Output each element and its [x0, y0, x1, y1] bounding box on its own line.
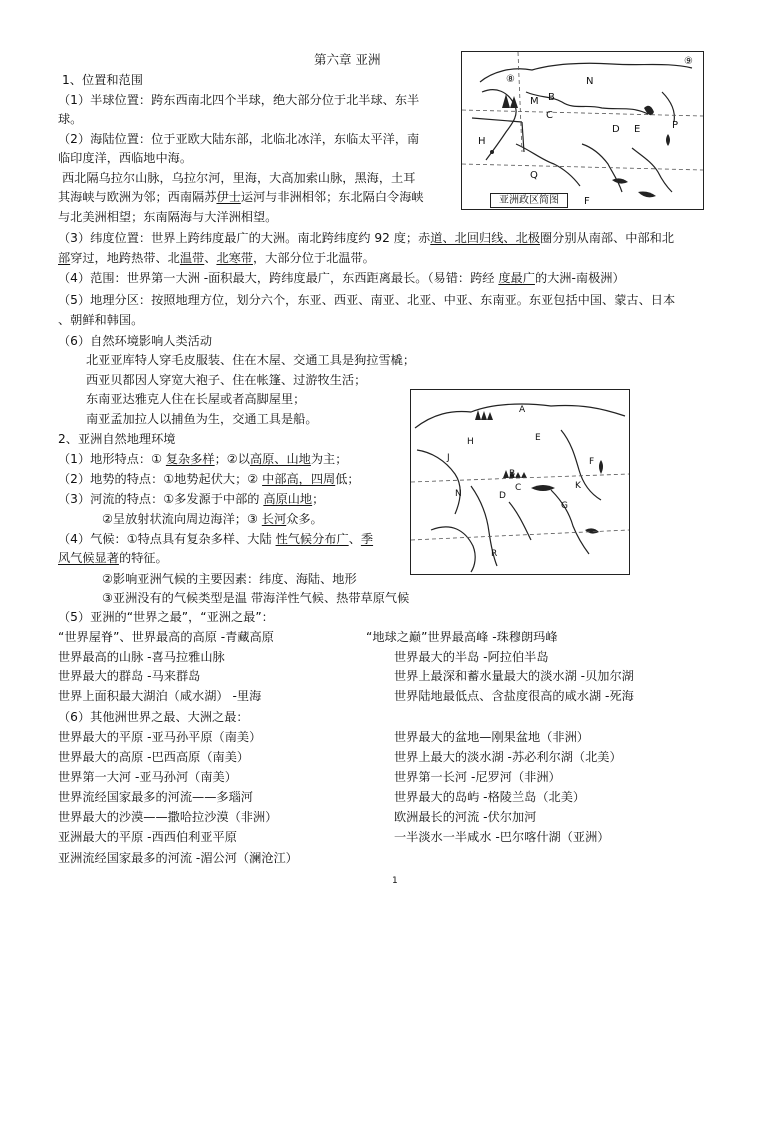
paragraph-line: （6）自然环境影响人类活动 [58, 334, 213, 348]
record-item: “世界屋脊”、世界最高的高原 -青藏高原 [58, 630, 274, 644]
record-item: 世界上最深和蓄水量最大的淡水湖 -贝加尔湖 [394, 669, 634, 683]
map1-label: Q [530, 170, 538, 181]
paragraph-line: 南亚孟加拉人以捕鱼为生，交通工具是船。 [86, 412, 318, 426]
map1-label: B [548, 92, 555, 103]
map1-label: C [546, 110, 553, 121]
map1-label: F [584, 196, 590, 207]
record-item: 世界陆地最低点、含盐度很高的咸水湖 -死海 [394, 689, 634, 703]
map2-label: E [535, 433, 541, 443]
record-item: 世界最大的高原 -巴西高原（南美） [58, 750, 250, 764]
map1-label: H [478, 136, 486, 147]
map1-label: N [586, 76, 594, 87]
record-item: 亚洲流经国家最多的河流 -湄公河（澜沧江） [58, 851, 298, 865]
paragraph-line: 其海峡与欧洲为邻；西南隔苏伊士运河与非洲相邻；东北隔白令海峡 [58, 190, 424, 204]
record-item: 世界最大的沙漠——撒哈拉沙漠（非洲） [58, 810, 278, 824]
section-heading: （6）其他洲世界之最、大洲之最： [58, 710, 249, 724]
map2-label: J [447, 453, 450, 463]
paragraph-line: （2）海陆位置：位于亚欧大陆东部，北临北冰洋，东临太平洋，南 [58, 132, 420, 146]
map2-label: K [575, 481, 581, 491]
map1-label: E [634, 124, 641, 135]
asia-political-map [461, 51, 704, 210]
map1-label: ⑨ [684, 56, 693, 67]
map2-label: H [467, 437, 474, 447]
map2-label: A [519, 405, 526, 415]
page-number: 1 [392, 876, 398, 886]
paragraph-line: （1）地形特点：① 复杂多样；②以高原、山地为主； [58, 452, 348, 466]
map1-label: D [612, 124, 620, 135]
paragraph-line: （3）纬度位置：世界上跨纬度最广的大洲。南北跨纬度约 92 度；赤道、北回归线、北极圈分别从南部、中部和北 [58, 231, 675, 245]
map2-label: D [499, 491, 506, 501]
map2-label: R [491, 549, 498, 559]
map2-label: B [509, 469, 516, 479]
page-title: 第六章 亚洲 [314, 52, 381, 67]
map2-label: N [455, 489, 462, 499]
map2-label: C [515, 483, 522, 493]
record-item: 世界最大的群岛 -马来群岛 [58, 669, 201, 683]
map1-label: M [530, 96, 539, 107]
record-item: 世界最大的盆地—刚果盆地（非洲） [394, 730, 589, 744]
record-item: 世界最大的平原 -亚马孙平原（南美） [58, 730, 262, 744]
paragraph-line: （5）地理分区：按照地理方位，划分六个，东亚、西亚、南亚、北亚、中亚、东南亚。东亚包括中国、蒙古、日本 [58, 293, 676, 307]
map2-label: F [589, 457, 595, 467]
asia-terrain-map [410, 389, 630, 575]
paragraph-line: 西北隔乌拉尔山脉，乌拉尔河，里海，大高加索山脉，黑海，土耳 [62, 171, 416, 185]
map1-label: ⑧ [506, 74, 515, 85]
map-caption: 亚洲政区简图 [490, 193, 568, 208]
record-item: 一半淡水一半咸水 -巴尔喀什湖（亚洲） [394, 830, 610, 844]
paragraph-line: ③亚洲没有的气候类型是温 带海洋性气候、热带草原气候 [102, 591, 410, 605]
record-item: 欧洲最长的河流 -伏尔加河 [394, 810, 537, 824]
paragraph-line: （4）范围：世界第一大洲 -面积最大，跨纬度最广，东西距离最长。（易错：跨经 度最广的大洲-南极洲） [58, 271, 625, 285]
map1-label: P [672, 120, 679, 131]
paragraph-line: 北亚亚库特人穿毛皮服装、住在木屋、交通工具是狗拉雪橇； [86, 353, 416, 367]
paragraph-line: （1）半球位置：跨东西南北四个半球，绝大部分位于北半球、东半 [58, 93, 420, 107]
map2-label: G [561, 501, 568, 511]
paragraph-line: 、朝鲜和韩国。 [58, 313, 144, 327]
record-item: 世界最高的山脉 -喜马拉雅山脉 [58, 650, 225, 664]
paragraph-line: 部穿过，地跨热带、北温带、北寒带，大部分位于北温带。 [58, 251, 375, 265]
paragraph-line: ②呈放射状流向周边海洋；③ 长河众多。 [102, 512, 323, 526]
record-item: 世界第一大河 -亚马孙河（南美） [58, 770, 237, 784]
record-item: 世界上最大的淡水湖 -苏必利尔湖（北美） [394, 750, 622, 764]
record-item: 世界最大的半岛 -阿拉伯半岛 [394, 650, 549, 664]
record-item: “地球之巅”世界最高峰 -珠穆朗玛峰 [366, 630, 558, 644]
paragraph-line: 球。 [58, 112, 83, 126]
record-item: 世界第一长河 -尼罗河（非洲） [394, 770, 561, 784]
paragraph-line: 与北美洲相望；东南隔海与大洋洲相望。 [58, 210, 278, 224]
section-heading: 1、位置和范围 [62, 73, 143, 87]
paragraph-line: 西亚贝都因人穿宽大袍子、住在帐篷、过游牧生活； [86, 373, 367, 387]
record-item: 世界最大的岛屿 -格陵兰岛（北美） [394, 790, 586, 804]
paragraph-line: （2）地势的特点：①地势起伏大；② 中部高，四周低； [58, 472, 360, 486]
record-item: 世界流经国家最多的河流——多瑙河 [58, 790, 253, 804]
paragraph-line: （4）气候：①特点具有复杂多样、大陆 性气候分布广、季 [58, 532, 374, 546]
paragraph-line: ②影响亚洲气候的主要因素：纬度、海陆、地形 [102, 572, 357, 586]
record-item: 亚洲最大的平原 -西西伯利亚平原 [58, 830, 237, 844]
paragraph-line: 东南亚达雅克人住在长屋或者高脚屋里； [86, 392, 306, 406]
section-heading: 2、亚洲自然地理环境 [58, 432, 176, 446]
record-item: 世界上面积最大湖泊（咸水湖） -里海 [58, 689, 262, 703]
paragraph-line: 临印度洋，西临地中海。 [58, 151, 193, 165]
paragraph-line: （3）河流的特点：①多发源于中部的 高原山地； [58, 492, 325, 506]
paragraph-line: （5）亚洲的“世界之最”，“亚洲之最”： [58, 610, 274, 624]
paragraph-line: 风气候显著的特征。 [58, 551, 168, 565]
